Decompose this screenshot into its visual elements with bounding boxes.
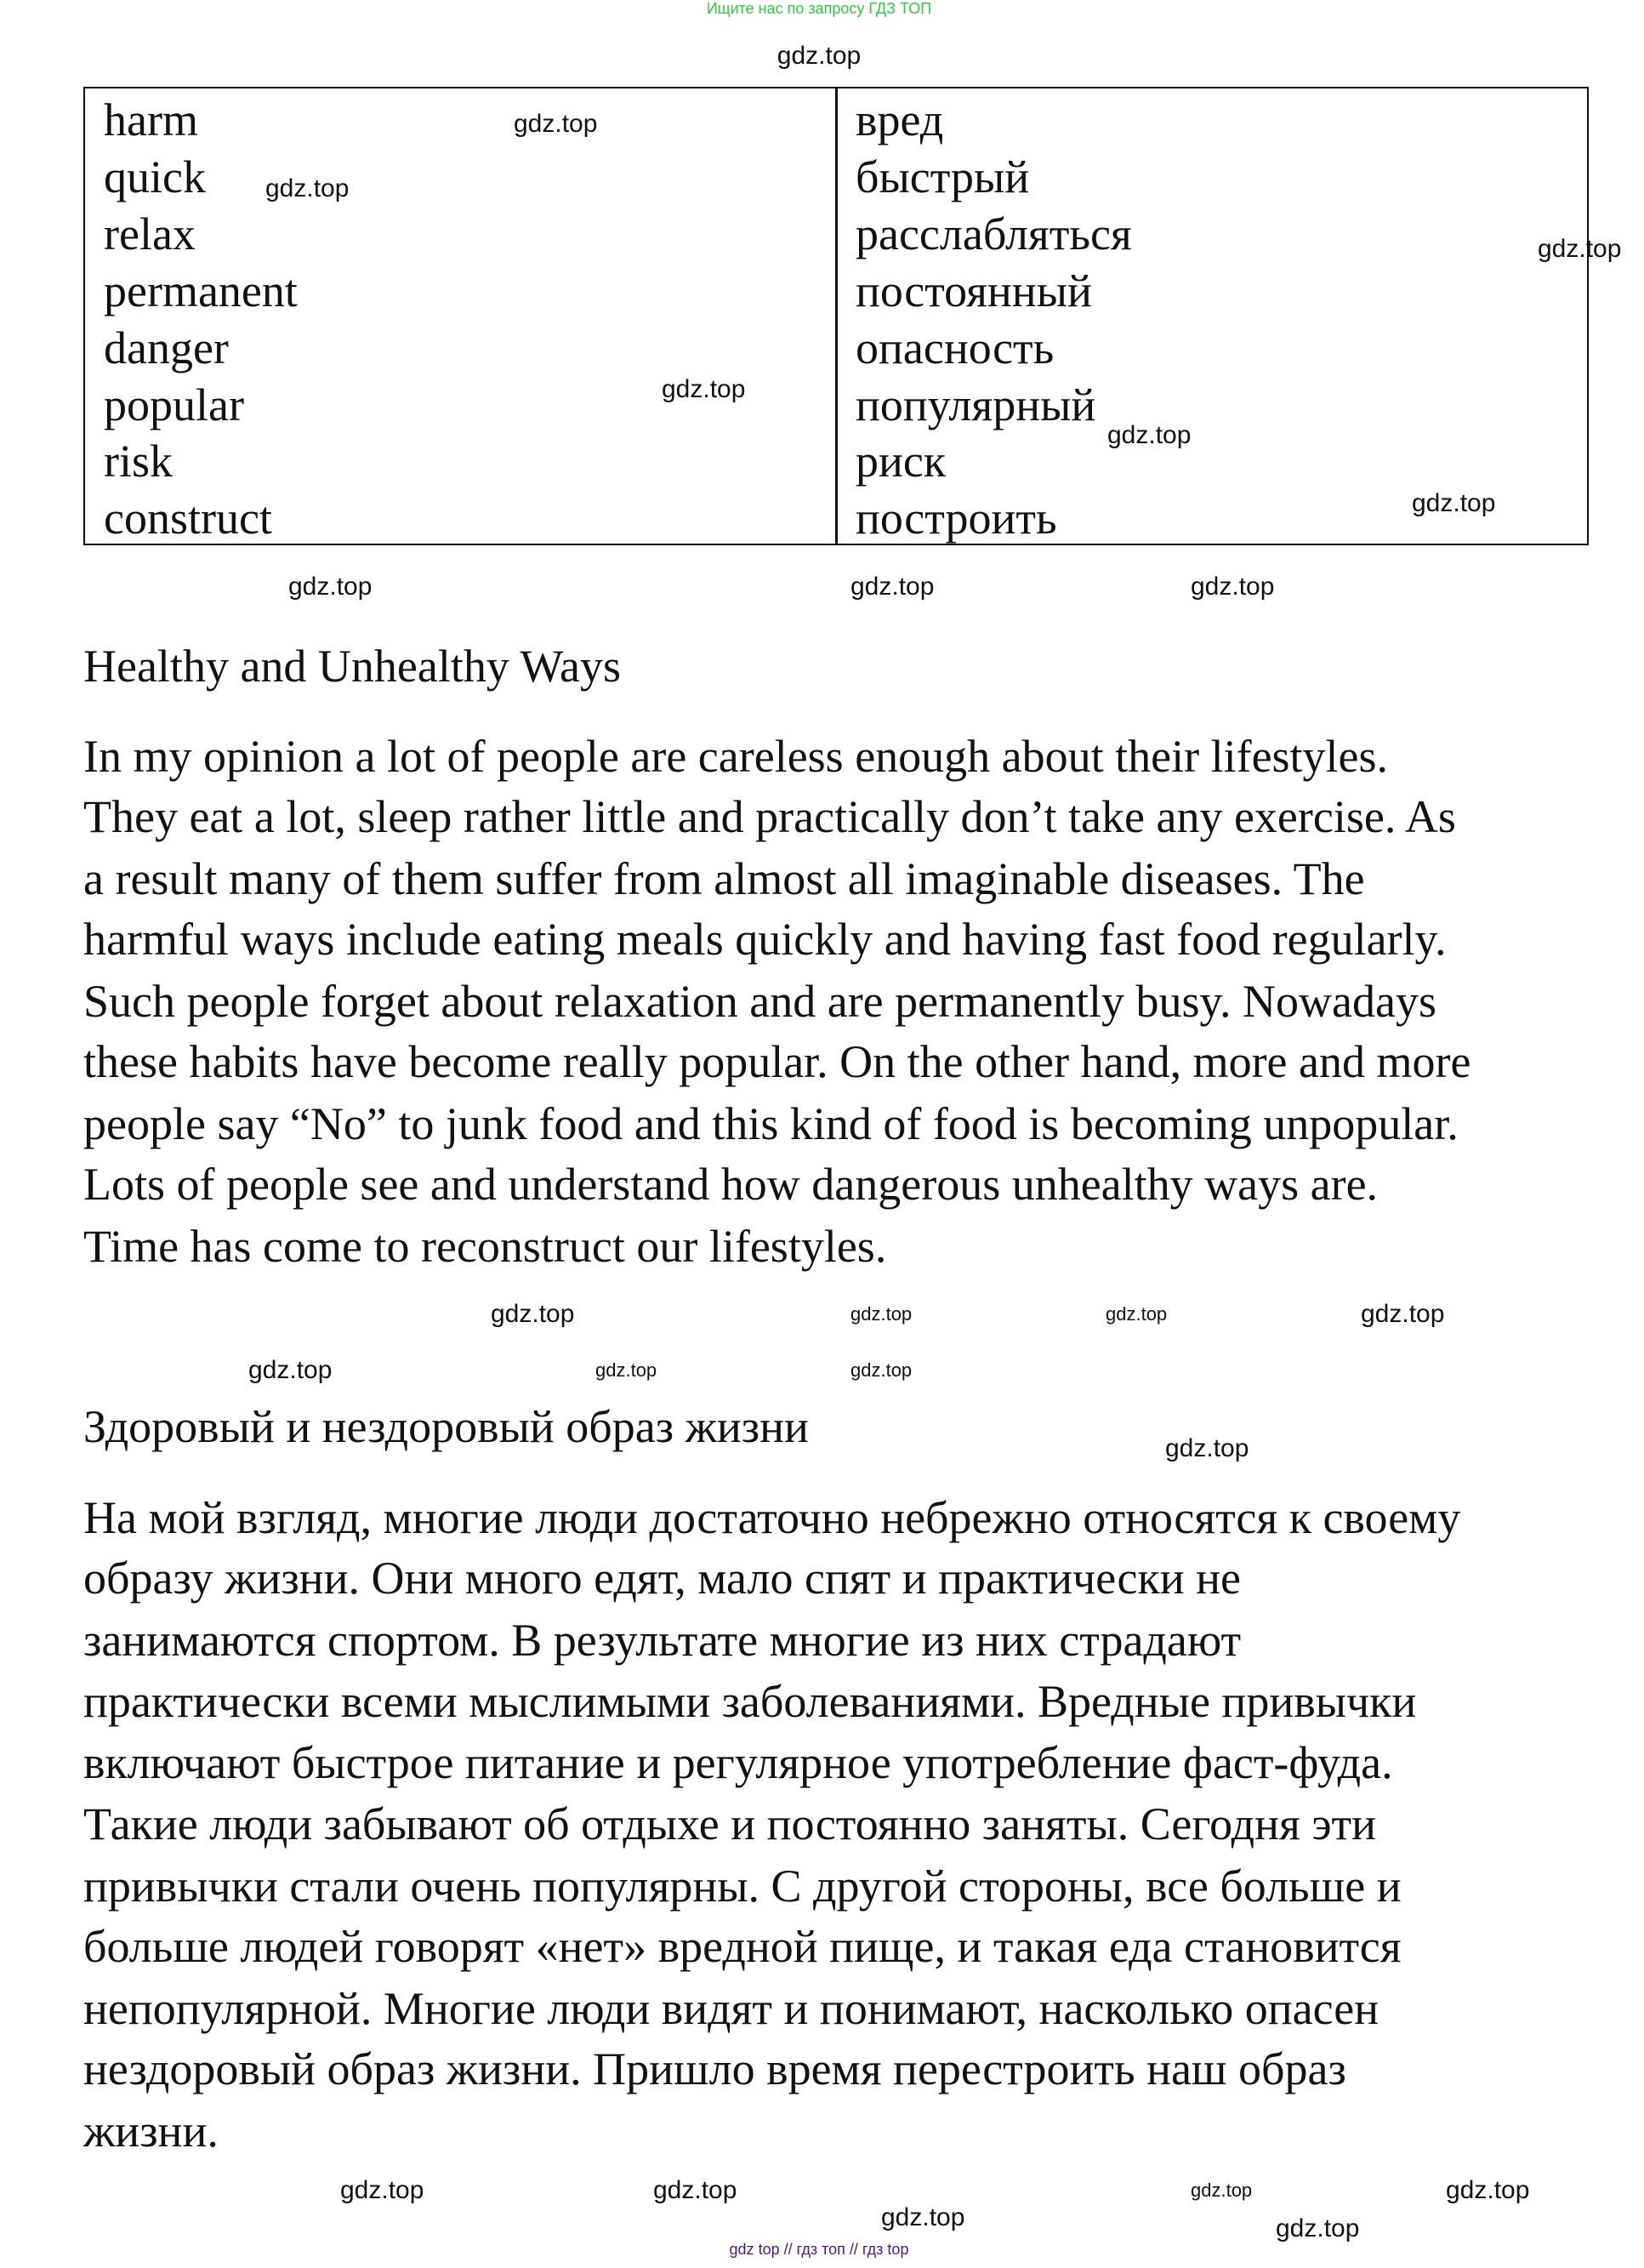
russian-text-line: практически всеми мыслимыми заболеваниями. Вредные привычки (83, 1676, 1417, 1727)
vocab-russian-word: популярный (856, 379, 1096, 430)
watermark-text: gdz.top (1361, 1300, 1445, 1328)
english-text-line: Time has come to reconstruct our lifestyles. (83, 1221, 887, 1272)
vocabulary-table (83, 87, 1589, 545)
vocab-russian-word: построить (856, 493, 1057, 544)
watermark-text: gdz.top (1191, 2180, 1253, 2201)
watermark-text: gdz.top (1412, 489, 1496, 517)
vocab-english-word: harm (104, 94, 198, 145)
english-text-line: In my opinion a lot of people are careless enough about their lifestyles. (83, 731, 1389, 782)
vocab-russian-word: быстрый (856, 151, 1030, 202)
watermark-text: gdz.top (288, 573, 373, 601)
russian-title: Здоровый и нездоровый образ жизни (83, 1401, 809, 1452)
vocab-english-word: construct (104, 493, 272, 544)
russian-text-line: привычки стали очень популярны. С другой стороны, все больше и (83, 1861, 1402, 1912)
russian-text-line: непопулярной. Многие люди видят и понимают, насколько опасен (83, 1983, 1379, 2034)
watermark-text: gdz.top (1107, 421, 1192, 449)
watermark-text: gdz.top (595, 1359, 657, 1381)
watermark-text: gdz.top (850, 573, 935, 601)
russian-text-line: жизни. (83, 2106, 219, 2157)
vocab-russian-word: вред (856, 94, 944, 145)
watermark-text: gdz.top (850, 1303, 913, 1325)
english-text-line: people say “No” to junk food and this kind of food is becoming unpopular. (83, 1098, 1459, 1149)
vocab-english-word: popular (104, 379, 244, 430)
vocab-russian-word: опасность (856, 322, 1055, 373)
vocab-russian-word: постоянный (856, 265, 1092, 316)
watermark-text: gdz.top (514, 110, 598, 138)
table-divider (835, 88, 838, 544)
watermark-text: gdz.top (1538, 235, 1622, 263)
vocab-english-word: danger (104, 322, 229, 373)
watermark-text: gdz.top (265, 174, 350, 202)
vocab-english-word: risk (104, 436, 173, 487)
vocab-english-word: permanent (104, 265, 298, 316)
vocab-russian-word: риск (856, 436, 947, 487)
english-title: Healthy and Unhealthy Ways (83, 641, 621, 692)
watermark-text: gdz.top (340, 2176, 424, 2204)
watermark-text: gdz.top (662, 375, 746, 403)
russian-text-line: включают быстрое питание и регулярное употребление фаст-фуда. (83, 1737, 1393, 1788)
english-text-line: these habits have become really popular. On the other hand, more and more (83, 1036, 1471, 1087)
russian-text-line: Такие люди забывают об отдыхе и постоянно заняты. Сегодня эти (83, 1798, 1376, 1849)
english-text-line: harmful ways include eating meals quickly and having fast food regularly. (83, 914, 1447, 965)
footer-links[interactable]: gdz top // гдз топ // гдз top (729, 2241, 909, 2258)
watermark-text: gdz.top (850, 1359, 913, 1381)
watermark-text: gdz.top (776, 42, 862, 70)
english-text-line: a result many of them suffer from almost all imaginable diseases. The (83, 853, 1365, 904)
watermark-text: gdz.top (491, 1300, 575, 1328)
watermark-text: gdz.top (1165, 1434, 1249, 1462)
russian-text-line: нездоровый образ жизни. Пришло время перестроить наш образ (83, 2043, 1346, 2094)
watermark-text: gdz.top (1276, 2214, 1360, 2242)
russian-text-line: На мой взгляд, многие люди достаточно небрежно относятся к своему (83, 1492, 1461, 1543)
watermark-text: gdz.top (1106, 1303, 1168, 1325)
watermark-text: gdz.top (1446, 2176, 1530, 2204)
vocab-english-word: quick (104, 151, 206, 202)
vocab-russian-word: расслабляться (856, 208, 1132, 259)
russian-text-line: больше людей говорят «нет» вредной пище, и такая еда становится (83, 1921, 1402, 1972)
english-text-line: Such people forget about relaxation and are permanently busy. Nowadays (83, 976, 1436, 1027)
vocab-english-word: relax (104, 208, 196, 259)
watermark-text: gdz.top (248, 1356, 333, 1384)
search-banner[interactable]: Ищите нас по запросу ГДЗ ТОП (706, 0, 932, 17)
russian-text-line: образу жизни. Они много едят, мало спят и практически не (83, 1553, 1241, 1604)
english-text-line: Lots of people see and understand how dangerous unhealthy ways are. (83, 1159, 1379, 1210)
watermark-text: gdz.top (653, 2176, 737, 2204)
watermark-text: gdz.top (881, 2203, 965, 2231)
watermark-text: gdz.top (1191, 573, 1275, 601)
russian-text-line: занимаются спортом. В результате многие из них страдают (83, 1615, 1242, 1666)
english-text-line: They eat a lot, sleep rather little and practically don’t take any exercise. As (83, 791, 1456, 842)
